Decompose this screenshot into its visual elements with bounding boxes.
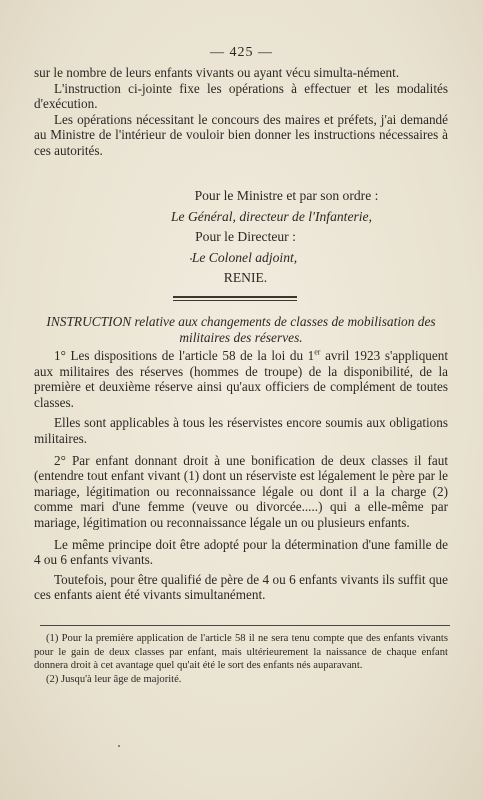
intro-paragraph-2: L'instruction ci-jointe fixe les opérations à effectuer et les modalités d'exécution. <box>34 80 448 112</box>
body-paragraph-1-superscript: er <box>314 347 321 357</box>
intro-section <box>34 65 448 159</box>
paragraph-number-1: 1° <box>54 348 66 363</box>
body-paragraph-2: Elles sont applicables à tous les réservistes encore soumis aux obligations militaires. <box>34 415 448 446</box>
body-paragraph-3: 2° Par enfant donnant droit à une bonification de deux classes il faut (entendre tout enfant vivant (1) dont un réserviste est légalement le père par le mariage, légitimation ou reconnaissance légale ou dont il a la charge (2) comme mari d'une femme (veuve ou divorcée.....) qui a elle-même par mariage, légitimation ou reconnaissance légale un ou plusieurs enfants. <box>34 452 448 530</box>
signature-line-1: Pour le Ministre et par son ordre : <box>194 188 379 203</box>
signature-line-3: Pour le Directeur : <box>195 229 296 245</box>
page-number: — 425 — <box>210 45 273 60</box>
body-paragraph-1-text-b: avril 1923 s'appliquent aux militaires des réserves (hommes de troupe) de la disponibilité, de la première et deuxième réserve ainsi qu'aux officiers de complément de toutes classes. <box>34 348 448 410</box>
instruction-title: INSTRUCTION relative aux changements de classes de mobilisation des militaires des réserves. <box>46 314 436 345</box>
body-paragraph-4: Le même principe doit être adopté pour la détermination d'une famille de 4 ou 6 enfants vivants. <box>34 536 448 568</box>
body-paragraph-1-text-a: Les dispositions de l'article 58 de la loi du 1 <box>65 348 315 363</box>
intro-paragraph-3: Les opérations nécessitant le concours des maires et préfets, j'ai demandé au Ministre de l'intérieur de vouloir bien donner les instructions nécessaires à ces autorités. <box>34 111 448 158</box>
footnote-1: (1) Pour la première application de l'article 58 il ne sera tenu compte que des enfants vivants pour le gain de deux classes par enfant, mais ultérieurement la naissance de chaque enfant donnera droit à cet avantage quel qu'ait été le sort des enfants nés auparavant. <box>34 633 448 671</box>
signature-line-2: Le Général, directeur de l'Infanterie, <box>171 208 372 224</box>
body-paragraph-1 <box>34 348 448 410</box>
footnote-2: (2) Jusqu'à leur âge de majorité. <box>46 673 182 685</box>
paper-speck <box>118 745 120 747</box>
footnote-rule <box>40 625 450 626</box>
footnotes <box>34 632 448 686</box>
paper-speck <box>190 258 192 260</box>
intro-paragraph-1: sur le nombre de leurs enfants vivants ou ayant vécu simulta-nément. <box>34 65 400 80</box>
section-rule-thin <box>173 300 297 301</box>
signature-line-5: RENIE. <box>223 270 268 286</box>
signature-line-4: Le Colonel adjoint, <box>191 249 298 265</box>
section-rule <box>173 296 297 298</box>
body-paragraph-5: Toutefois, pour être qualifié de père de 4 ou 6 enfants vivants ils suffit que ces enfants aient été vivants simultanément. <box>34 571 448 603</box>
instruction-body <box>34 348 448 603</box>
signature-block <box>0 186 483 289</box>
